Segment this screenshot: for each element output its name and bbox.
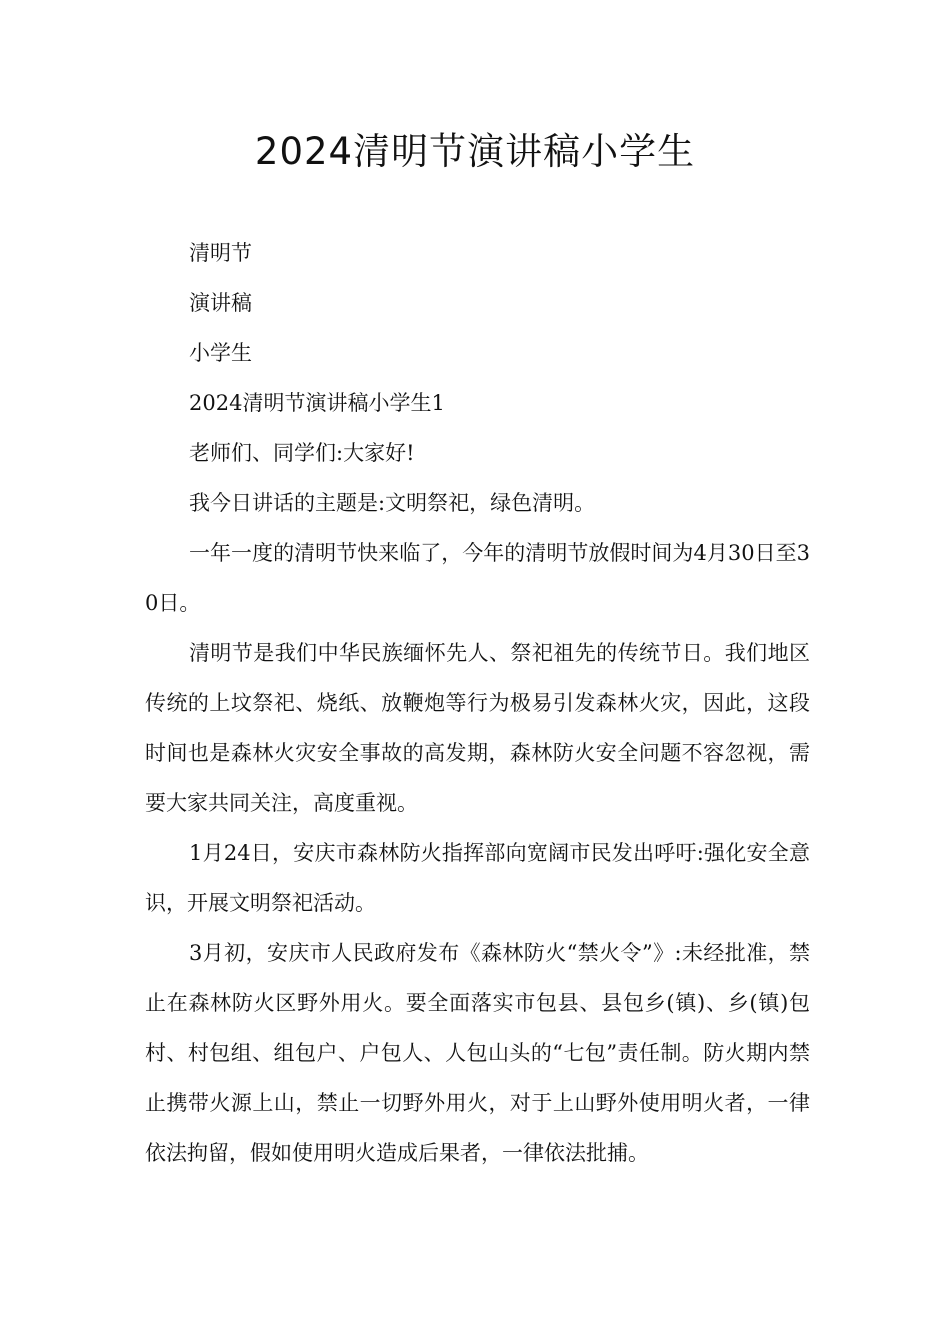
keyword-line: 清明节 — [189, 241, 252, 265]
paragraph: 一年一度的清明节快来临了，今年的清明节放假时间为4月30日至30日。 — [145, 541, 810, 615]
paragraph: 老师们、同学们:大家好! — [189, 441, 415, 465]
paragraph: 清明节是我们中华民族缅怀先人、祭祀祖先的传统节日。我们地区传统的上坟祭祀、烧纸、放鞭炮等行为极易引发森林火灾，因此，这段时间也是森林火灾安全事故的高发期，森林防火安全问题不容忽视，需要大家共同关注，高度重视。 — [145, 641, 810, 815]
keyword-line: 演讲稿 — [189, 291, 252, 315]
paragraph: 我今日讲话的主题是:文明祭祀，绿色清明。 — [189, 491, 596, 515]
document-title: 2024清明节演讲稿小学生 — [254, 130, 696, 173]
section-heading: 2024清明节演讲稿小学生1 — [189, 391, 445, 415]
paragraph: 3月初，安庆市人民政府发布《森林防火“禁火令”》:未经批准，禁止在森林防火区野外用火。要全面落实市包县、县包乡(镇)、乡(镇)包村、村包组、组包户、户包人、人包山头的“七包”责任制。防火期内禁止携带火源上山，禁止一切野外用火，对于上山野外使用明火者，一律依法拘留，假如使用明火造成后果者，一律依法批捕。 — [145, 941, 810, 1165]
paragraph: 1月24日，安庆市森林防火指挥部向宽阔市民发出呼吁:强化安全意识，开展文明祭祀活动。 — [145, 841, 810, 915]
document-body — [145, 228, 810, 1178]
keyword-line: 小学生 — [189, 341, 252, 365]
